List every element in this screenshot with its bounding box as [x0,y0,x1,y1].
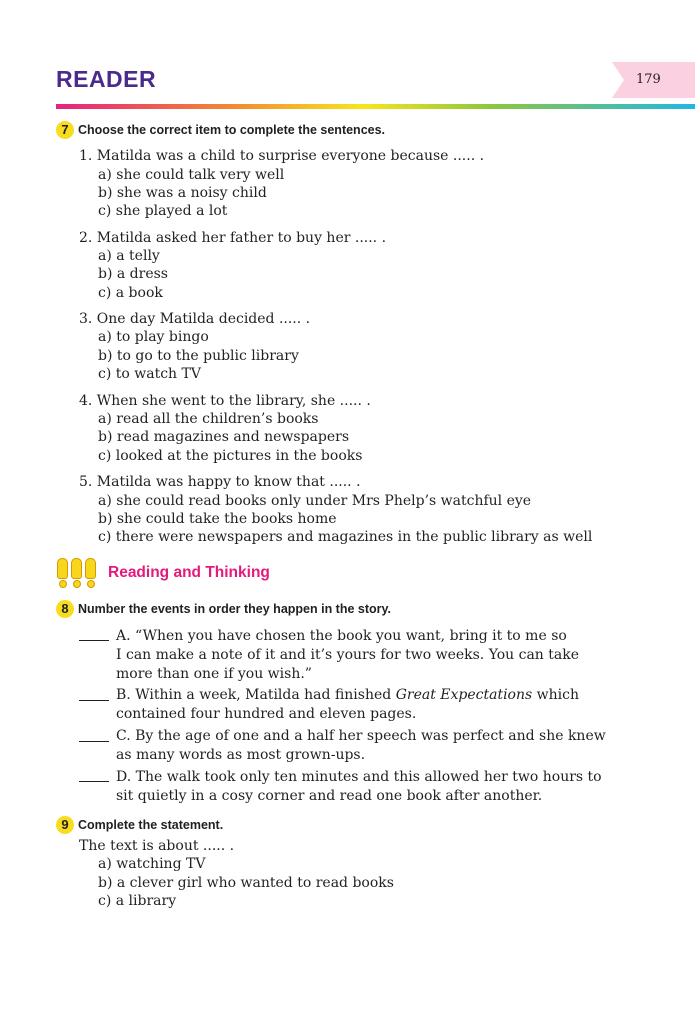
exercise-9-instruction: Complete the statement. [78,818,224,832]
event-d: D. The walk took only ten minutes and this allowed her two hours to sit quietly in a cosy corner and read one book after another. [116,769,602,804]
q1-option-a: a) she could talk very well [98,167,285,183]
q5-option-a: a) she could read books only under Mrs Phelp’s watchful eye [98,493,532,509]
q2-stem: 2. Matilda asked her father to buy her ..... . [79,230,387,246]
page-number: 179 [636,72,661,87]
q9-option-b: b) a clever girl who wanted to read books [98,875,394,891]
q2-option-b: b) a dress [98,266,168,282]
exercise-8-badge: 8 [56,600,74,618]
q3-stem: 3. One day Matilda decided ..... . [79,311,311,327]
q4-option-a: a) read all the children’s books [98,411,319,427]
q4-option-c: c) looked at the pictures in the books [98,448,363,464]
answer-blank-c[interactable] [79,741,109,742]
q9-stem: The text is about ..... . [79,838,235,854]
section-title: Reading and Thinking [108,564,270,581]
q2-option-a: a) a telly [98,248,160,264]
q1-option-b: b) she was a noisy child [98,185,267,201]
answer-blank-b[interactable] [79,700,109,701]
answer-blank-d[interactable] [79,781,109,782]
q4-stem: 4. When she went to the library, she ..... . [79,393,371,409]
q4-option-b: b) read magazines and newspapers [98,429,350,445]
q3-option-c: c) to watch TV [98,366,201,382]
q9-option-a: a) watching TV [98,856,206,872]
exercise-9-badge: 9 [56,816,74,834]
event-a: A. “When you have chosen the book you want, bring it to me so I can make a note of it and it’s yours for two weeks. You can take more than one if you wish.” [116,628,580,682]
header-divider [56,104,695,109]
exercise-7-badge: 7 [56,121,74,139]
page-title: READER [56,66,157,92]
q2-option-c: c) a book [98,285,163,301]
q5-option-c: c) there were newspapers and magazines in the public library as well [98,529,593,545]
exclamation-icon [56,556,98,586]
event-b: B. Within a week, Matilda had finished Great Expectations which contained four hundred and eleven pages. [116,687,579,722]
q1-option-c: c) she played a lot [98,203,228,219]
exercise-8-instruction: Number the events in order they happen in the story. [78,602,392,616]
q3-option-a: a) to play bingo [98,329,209,345]
q9-option-c: c) a library [98,893,177,909]
answer-blank-a[interactable] [79,640,109,641]
q1-stem: 1. Matilda was a child to surprise everyone because ..... . [79,148,485,164]
q5-option-b: b) she could take the books home [98,511,337,527]
q3-option-b: b) to go to the public library [98,348,299,364]
event-c: C. By the age of one and a half her speech was perfect and she knew as many words as most grown-ups. [116,728,606,763]
q5-stem: 5. Matilda was happy to know that ..... . [79,474,361,490]
exercise-7-instruction: Choose the correct item to complete the sentences. [78,123,386,137]
